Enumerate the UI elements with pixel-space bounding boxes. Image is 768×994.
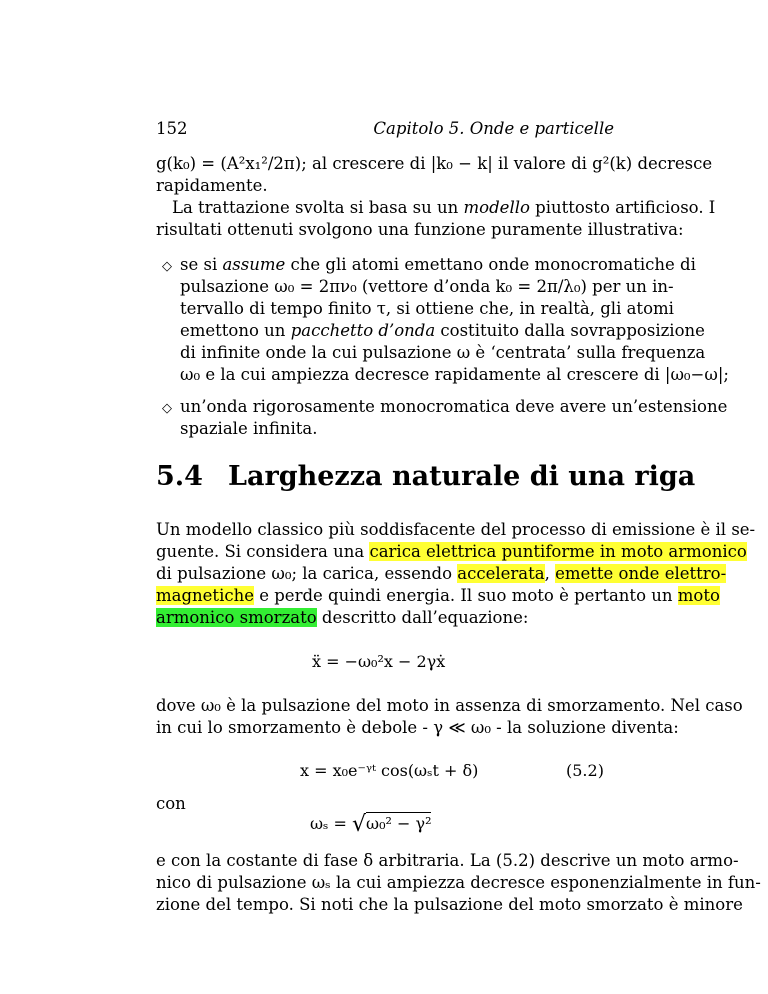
body-line-3: di pulsazione ω₀; la carica, essendo accelerata, emette onde elettro- (156, 564, 727, 583)
highlight-carica: carica elettrica puntiforme in moto armonico (369, 542, 747, 561)
page-number: 152 (156, 119, 188, 138)
highlight-accelerata: accelerata (457, 564, 545, 583)
body-line-4: magnetiche e perde quindi energia. Il suo moto è pertanto un moto (156, 586, 720, 605)
diamond-bullet-icon: ◇ (162, 259, 172, 274)
running-head: Capitolo 5. Onde e particelle (373, 119, 614, 138)
bullet-1-line-3: tervallo di tempo finito τ, si ottiene che, in realtà, gli atomi (180, 299, 674, 318)
section-title: Larghezza naturale di una riga (228, 461, 696, 492)
intro-line-2: rapidamente. (156, 176, 268, 195)
body-line-5: armonico smorzato descritto dall’equazione: (156, 608, 529, 627)
equation-motion: ẍ = −ω₀²x − 2γẋ (312, 652, 446, 671)
highlight-armonico-smorzato: armonico smorzato (156, 608, 317, 627)
sqrt-icon: √ (352, 812, 367, 837)
bullet-2-line-2: spaziale infinita. (180, 419, 318, 438)
body-line-1: Un modello classico più soddisfacente del processo di emissione è il se- (156, 520, 756, 539)
equation-solution: x = x₀e⁻ᵞᵗ cos(ωₛt + δ) (300, 761, 479, 780)
bullet-1-line-1: se si assume che gli atomi emettano onde monocromatiche di (180, 255, 696, 274)
equation-omega-s: ωₛ = √ω₀² − γ² (310, 812, 432, 837)
highlight-emette-onde: emette onde elettro- (555, 564, 727, 583)
equation-label: (5.2) (566, 761, 604, 780)
body-line-2: guente. Si considera una carica elettrica puntiforme in moto armonico (156, 542, 747, 561)
diamond-bullet-icon: ◇ (162, 401, 172, 416)
section-number: 5.4 (156, 461, 203, 492)
intro-line-1: g(k₀) = (A²x₁²/2π); al crescere di |k₀ − k| il valore di g²(k) decresce (156, 154, 713, 173)
highlight-moto: moto (677, 586, 720, 605)
body-line-9: nico di pulsazione ωₛ la cui ampiezza decresce esponenzialmente in fun- (156, 873, 761, 892)
bullet-1-line-4: emettono un pacchetto d’onda costituito dalla sovrapposizione (180, 321, 705, 340)
intro-line-4: risultati ottenuti svolgono una funzione puramente illustrativa: (156, 220, 684, 239)
bullet-1-line-6: ω₀ e la cui ampiezza decresce rapidamente al crescere di |ω₀−ω|; (180, 365, 729, 384)
bullet-1-line-2: pulsazione ω₀ = 2πν₀ (vettore d’onda k₀ = 2π/λ₀) per un in- (180, 277, 674, 296)
body-line-7: in cui lo smorzamento è debole - γ ≪ ω₀ - la soluzione diventa: (156, 718, 679, 737)
intro-line-3: La trattazione svolta si basa su un modello piuttosto artificioso. I (172, 198, 716, 217)
con-label: con (156, 794, 186, 813)
bullet-2-line-1: un’onda rigorosamente monocromatica deve avere un’estensione (180, 397, 728, 416)
body-line-6: dove ω₀ è la pulsazione del moto in assenza di smorzamento. Nel caso (156, 696, 743, 715)
bullet-1-line-5: di infinite onde la cui pulsazione ω è ‘centrata’ sulla frequenza (180, 343, 706, 362)
highlight-magnetiche: magnetiche (156, 586, 254, 605)
body-line-10: zione del tempo. Si noti che la pulsazione del moto smorzato è minore (156, 895, 743, 914)
body-line-8: e con la costante di fase δ arbitraria. La (5.2) descrive un moto armo- (156, 851, 739, 870)
